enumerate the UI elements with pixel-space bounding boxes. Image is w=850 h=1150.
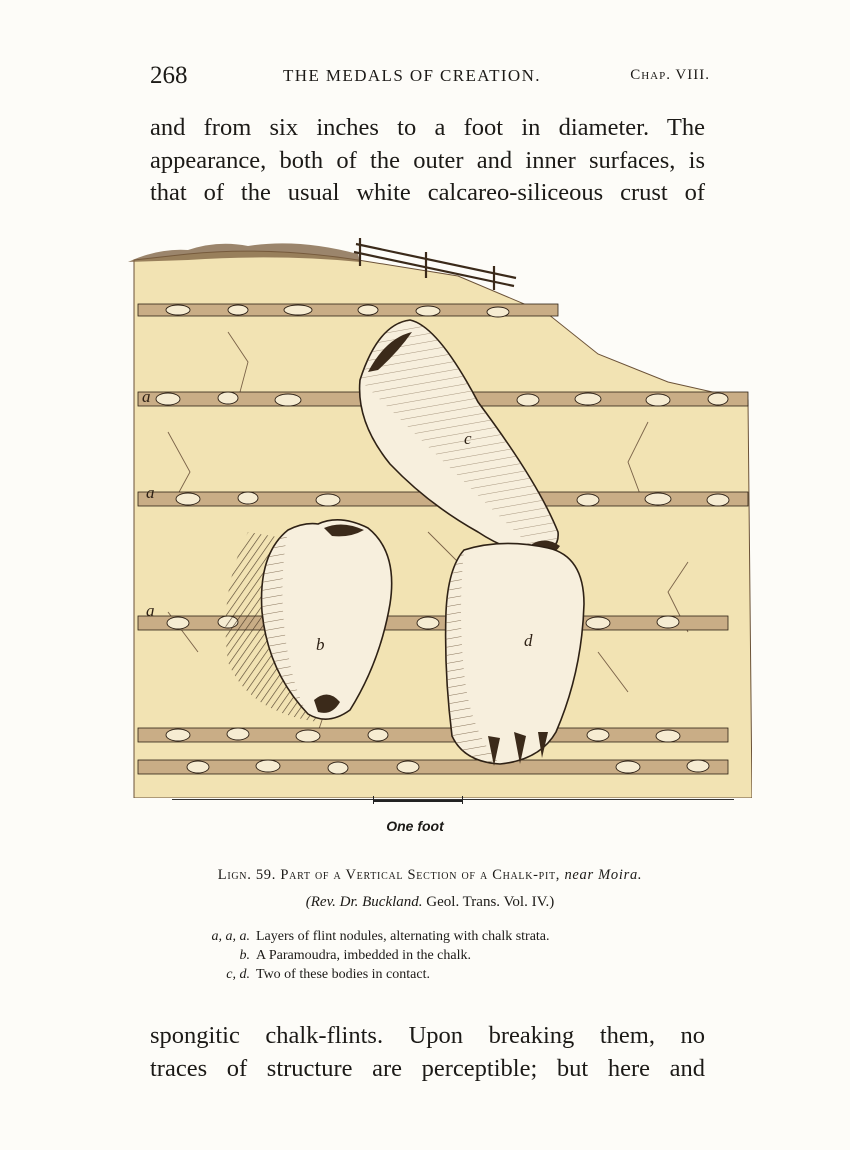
body-text-top (150, 112, 705, 210)
label-d: d (524, 631, 533, 650)
legend-text: Two of these bodies in contact. (256, 967, 430, 982)
label-a-middle: a (146, 483, 155, 502)
legend-row (190, 965, 550, 984)
figure-legend (190, 927, 550, 984)
label-a-top: a (142, 387, 151, 406)
scale-bar (373, 796, 463, 804)
source-reference: Geol. Trans. Vol. IV.) (426, 894, 555, 910)
text-line: traces of structure are perceptible; but here and (150, 1054, 705, 1082)
chalk-cliff (134, 251, 752, 798)
figure-caption (140, 867, 720, 884)
text-line: appearance, both of the outer and inner surfaces, is (150, 146, 705, 174)
text-line: and from six inches to a foot in diameter. The (150, 114, 705, 141)
chalk-pit-illustration (128, 232, 752, 798)
legend-key: b. (239, 948, 250, 963)
chapter-label: Chap. VIII. (630, 67, 710, 83)
label-a-bottom: a (146, 601, 155, 620)
running-header (150, 62, 710, 96)
legend-row (190, 927, 550, 946)
text-line: spongitic chalk-flints. Upon breaking them, no (150, 1022, 705, 1049)
legend-text: Layers of flint nodules, alternating with chalk strata. (256, 929, 550, 944)
body-text-bottom (150, 1020, 705, 1085)
label-c: c (464, 429, 472, 448)
figure-source (140, 894, 720, 911)
legend-text: A Paramoudra, imbedded in the chalk. (256, 948, 471, 963)
text-line: that of the usual white calcareo-siliceous crust of (150, 179, 705, 206)
legend-row (190, 946, 550, 965)
figure-number: Lign. 59. (217, 867, 277, 883)
figure-location: near Moira. (564, 867, 643, 883)
legend-key: a, a, a. (211, 929, 250, 944)
legend-key: c, d. (226, 967, 250, 982)
source-author: (Rev. Dr. Buckland. (305, 894, 423, 910)
scale-label: One foot (386, 818, 444, 834)
running-title: THE MEDALS OF CREATION. (283, 66, 541, 85)
page-number: 268 (150, 62, 188, 89)
flint-layer (138, 728, 728, 742)
figure-title: Part of a Vertical Section of a Chalk-pit, (280, 867, 561, 883)
label-b: b (316, 635, 325, 654)
